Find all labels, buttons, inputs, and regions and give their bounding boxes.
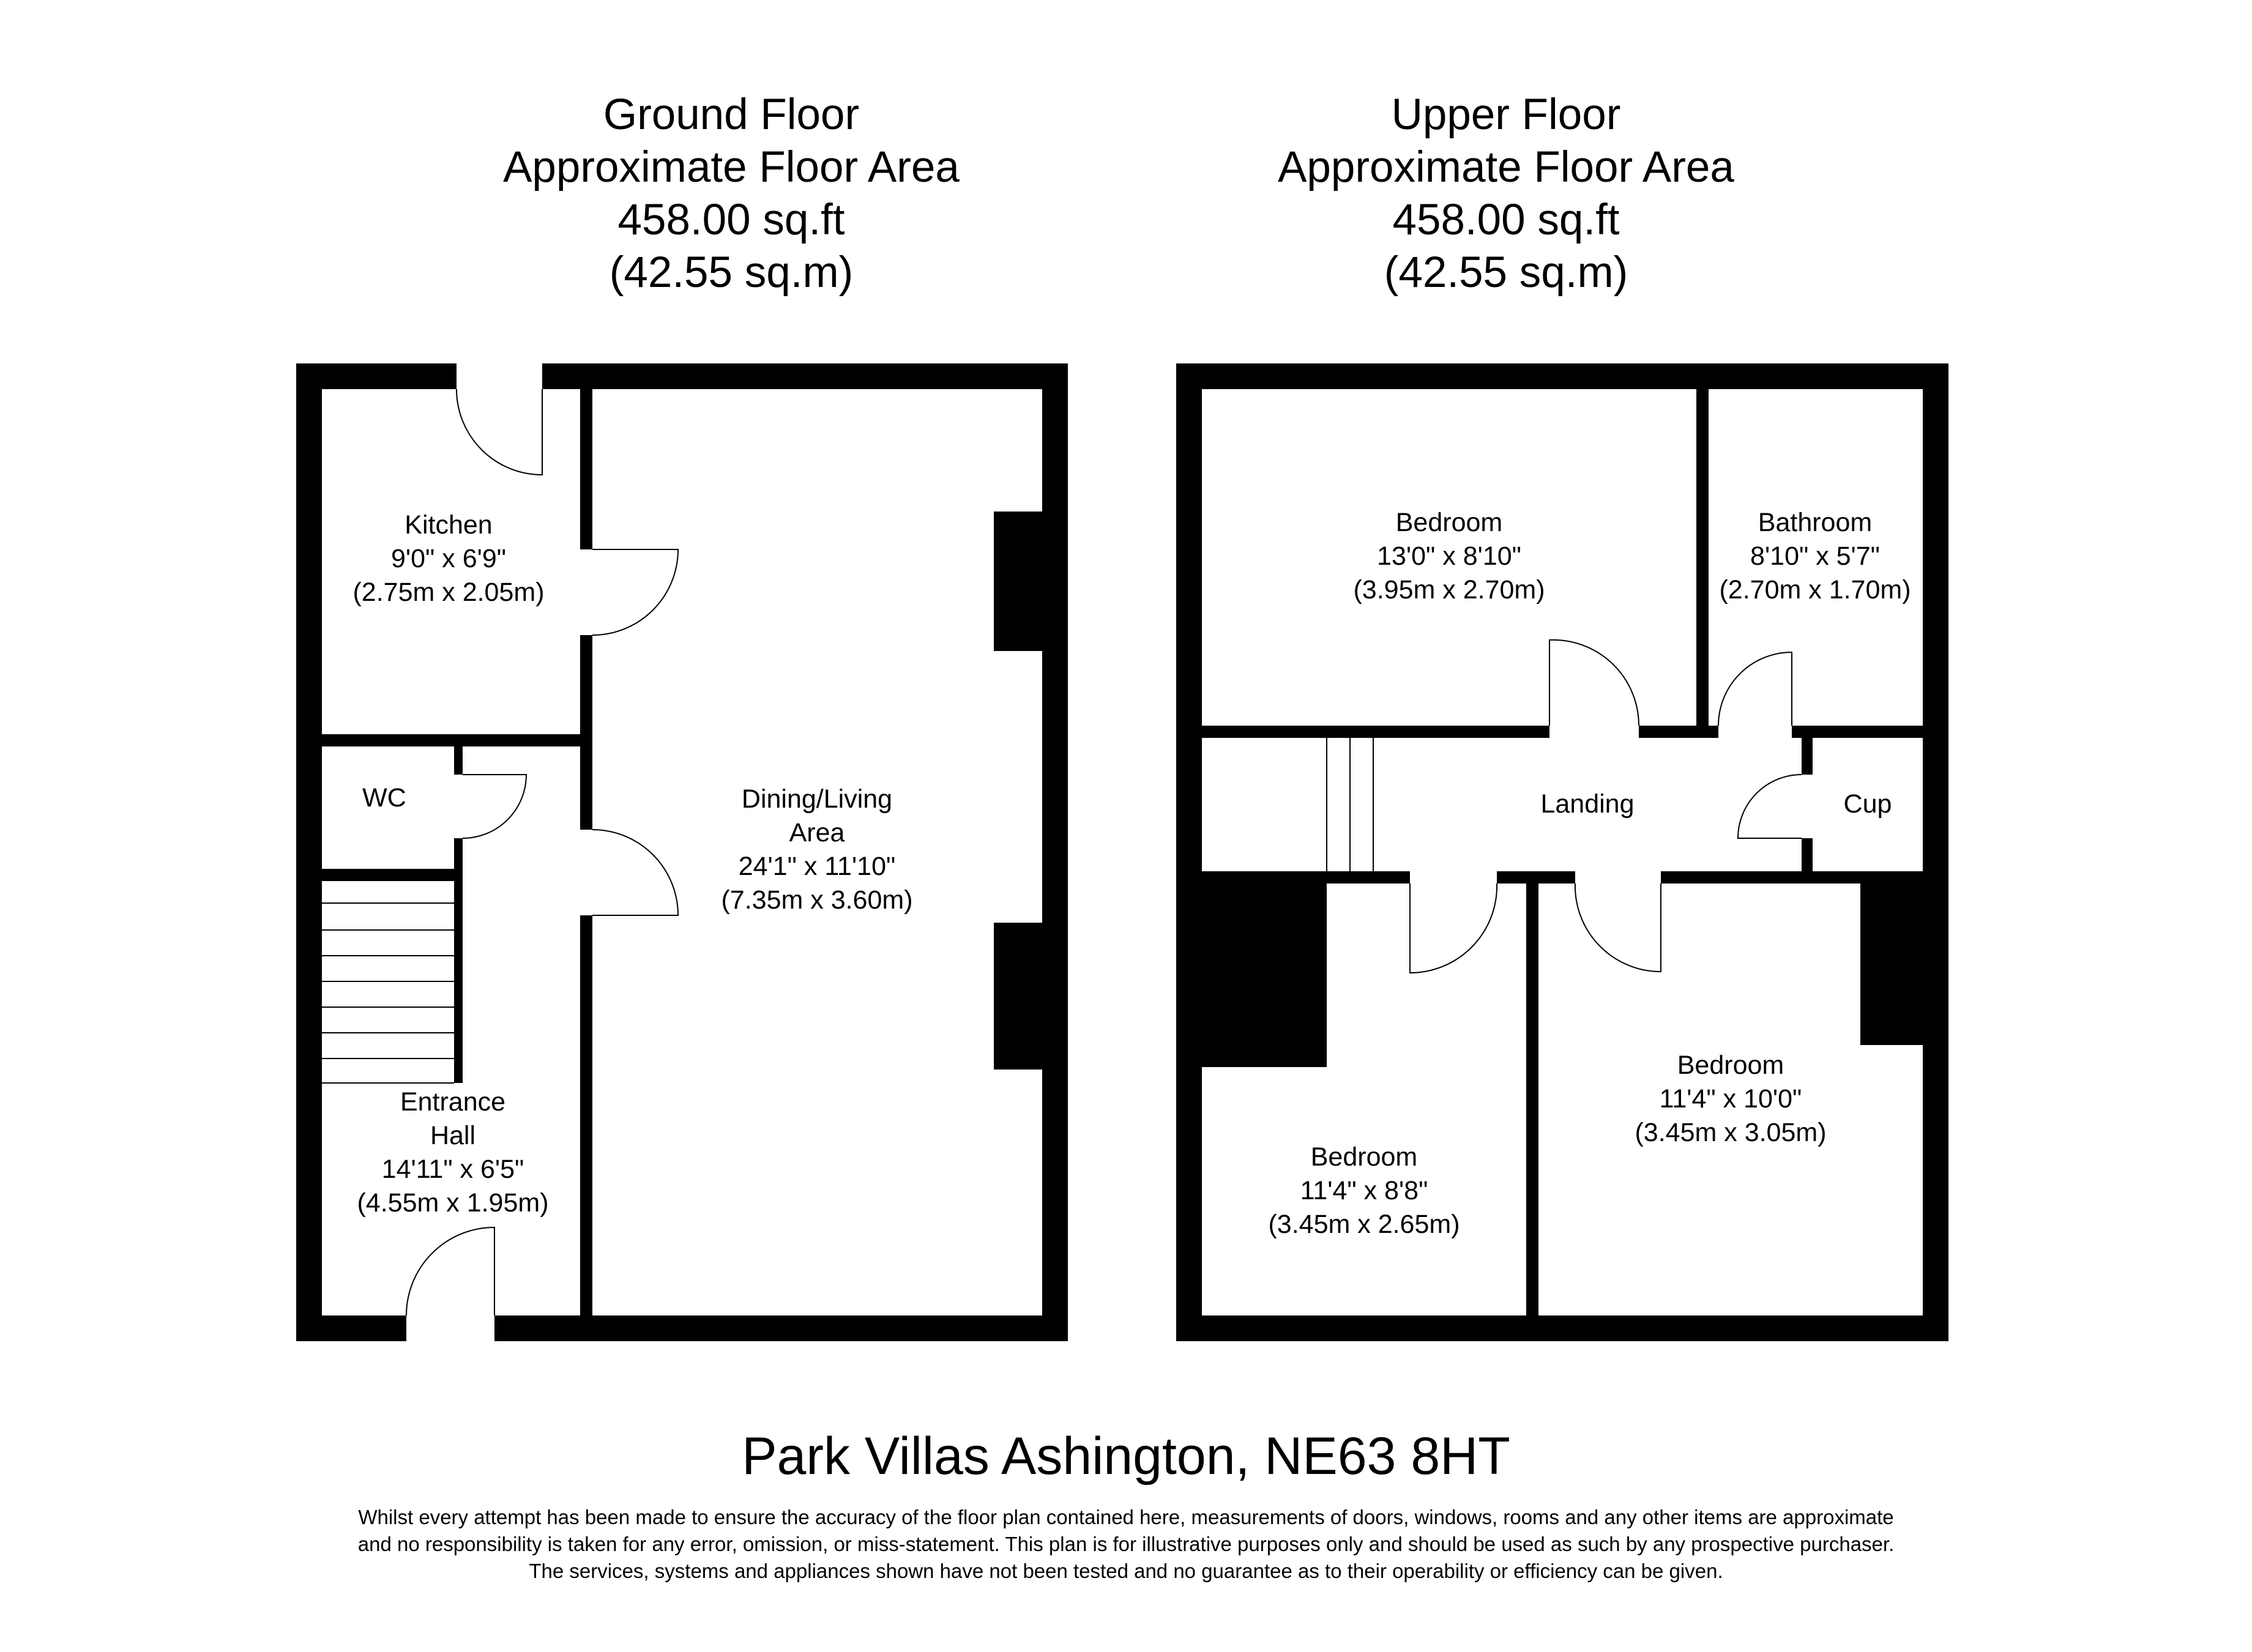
ground-floor-area-sqm: (42.55 sq.m) (609, 248, 854, 297)
ground-floor-title: Ground Floor (603, 91, 860, 139)
disclaimer (269, 1504, 1983, 1585)
bathroom-imperial: 8'10" x 5'7" (1750, 541, 1880, 571)
disclaimer-line-3: The services, systems and appliances shown have not been tested and no guarantee as to their operability or efficiency can be given. (529, 1560, 1723, 1582)
bedroom1-metric: (3.95m x 2.70m) (1353, 575, 1545, 605)
uf-wall-mid-a (1202, 726, 1549, 738)
bedroom3-imperial: 11'4" x 8'8" (1300, 1176, 1428, 1205)
uf-chimney-right (1860, 884, 1923, 1045)
gf-wall-bottom-right (494, 1315, 1068, 1341)
bedroom1-name: Bedroom (1395, 508, 1503, 537)
uf-wall-mid-b (1639, 726, 1718, 738)
dining-imperial: 24'1" x 11'10" (738, 852, 896, 881)
gf-stairs (322, 903, 454, 1083)
gf-wall-interior-b (580, 635, 592, 830)
wc-name: WC (362, 783, 406, 813)
entrance-name-line1: Entrance (400, 1087, 506, 1117)
upper-floor-title: Upper Floor (1391, 91, 1621, 139)
ground-floor-area-label: Approximate Floor Area (503, 143, 960, 192)
gf-wall-top-right (542, 363, 1068, 389)
gf-wall-bottom-left (296, 1315, 406, 1341)
door-hall-dining (592, 830, 678, 915)
cup-name: Cup (1843, 789, 1892, 819)
door-kitchen-external (457, 389, 542, 475)
uf-wall-right (1923, 363, 1948, 1341)
gf-room-labels (352, 510, 912, 1218)
uf-wall-low-b (1497, 871, 1575, 884)
disclaimer-line-2: and no responsibility is taken for any error, omission, or miss-statement. This plan is for illustrative purposes only and should be used as such by any prospective purchaser. (357, 1533, 1895, 1555)
door-cup (1738, 775, 1802, 838)
door-wc (463, 775, 526, 838)
gf-wall-interior-c (580, 915, 592, 1315)
gf-chimney-upper (994, 512, 1043, 651)
dining-metric: (7.35m x 3.60m) (721, 885, 913, 915)
gf-wall-wc-bottom (322, 869, 454, 881)
uf-wall-left (1176, 363, 1202, 1341)
dining-name-line1: Dining/Living (741, 784, 893, 814)
door-kitchen-dining (592, 549, 678, 635)
bathroom-metric: (2.70m x 1.70m) (1719, 575, 1911, 605)
disclaimer-line-1: Whilst every attempt has been made to ensure the accuracy of the floor plan contained here, measurements of doors, windows, rooms and any other items are approximate (358, 1506, 1894, 1528)
bedroom2-metric: (3.45m x 3.05m) (1635, 1118, 1827, 1147)
kitchen-name: Kitchen (405, 510, 493, 540)
gf-wall-kitchen-bottom (322, 734, 580, 746)
gf-wall-wc-right-top (454, 746, 463, 775)
bathroom-name: Bathroom (1758, 508, 1873, 537)
bedroom2-name: Bedroom (1677, 1051, 1784, 1080)
uf-wall-low-c (1661, 871, 1923, 884)
uf-stair-well (1327, 738, 1373, 871)
upper-floor-area-sqft: 458.00 sq.ft (1392, 196, 1620, 244)
uf-chimney-left (1202, 884, 1327, 1067)
gf-chimney-lower (994, 923, 1043, 1070)
upper-floor-area-label: Approximate Floor Area (1278, 143, 1734, 192)
uf-wall-cup-left-top (1802, 738, 1813, 775)
uf-wall-bed-bath (1696, 389, 1709, 729)
gf-wall-wc-right (454, 838, 463, 1083)
landing-name: Landing (1540, 789, 1635, 819)
door-bedroom3 (1410, 884, 1497, 973)
bedroom3-metric: (3.45m x 2.65m) (1268, 1210, 1460, 1239)
door-front (406, 1227, 494, 1315)
entrance-imperial: 14'11" x 6'5" (381, 1155, 524, 1184)
ground-floor-area-sqft: 458.00 sq.ft (617, 196, 845, 244)
uf-wall-bottom (1176, 1315, 1948, 1341)
entrance-name-line2: Hall (430, 1121, 476, 1150)
bedroom1-imperial: 13'0" x 8'10" (1377, 541, 1521, 571)
uf-wall-low-a (1202, 871, 1410, 884)
bedroom2-imperial: 11'4" x 10'0" (1659, 1084, 1802, 1114)
uf-wall-mid-c (1792, 726, 1923, 738)
gf-wall-left (296, 363, 322, 1341)
door-bedroom2 (1575, 884, 1661, 972)
gf-wall-right (1042, 363, 1068, 1341)
door-bathroom (1718, 652, 1792, 726)
uf-wall-top (1176, 363, 1948, 389)
door-bedroom1 (1549, 640, 1639, 726)
entrance-metric: (4.55m x 1.95m) (357, 1188, 549, 1218)
gf-wall-interior-a (580, 389, 592, 549)
bedroom3-name: Bedroom (1310, 1142, 1418, 1172)
upper-floor-area-sqm: (42.55 sq.m) (1384, 248, 1628, 297)
dining-name-line2: Area (789, 818, 845, 847)
kitchen-imperial: 9'0" x 6'9" (391, 544, 506, 573)
kitchen-metric: (2.75m x 2.05m) (352, 578, 545, 607)
uf-wall-bedrooms (1526, 884, 1538, 1315)
property-address: Park Villas Ashington, NE63 8HT (742, 1427, 1510, 1486)
